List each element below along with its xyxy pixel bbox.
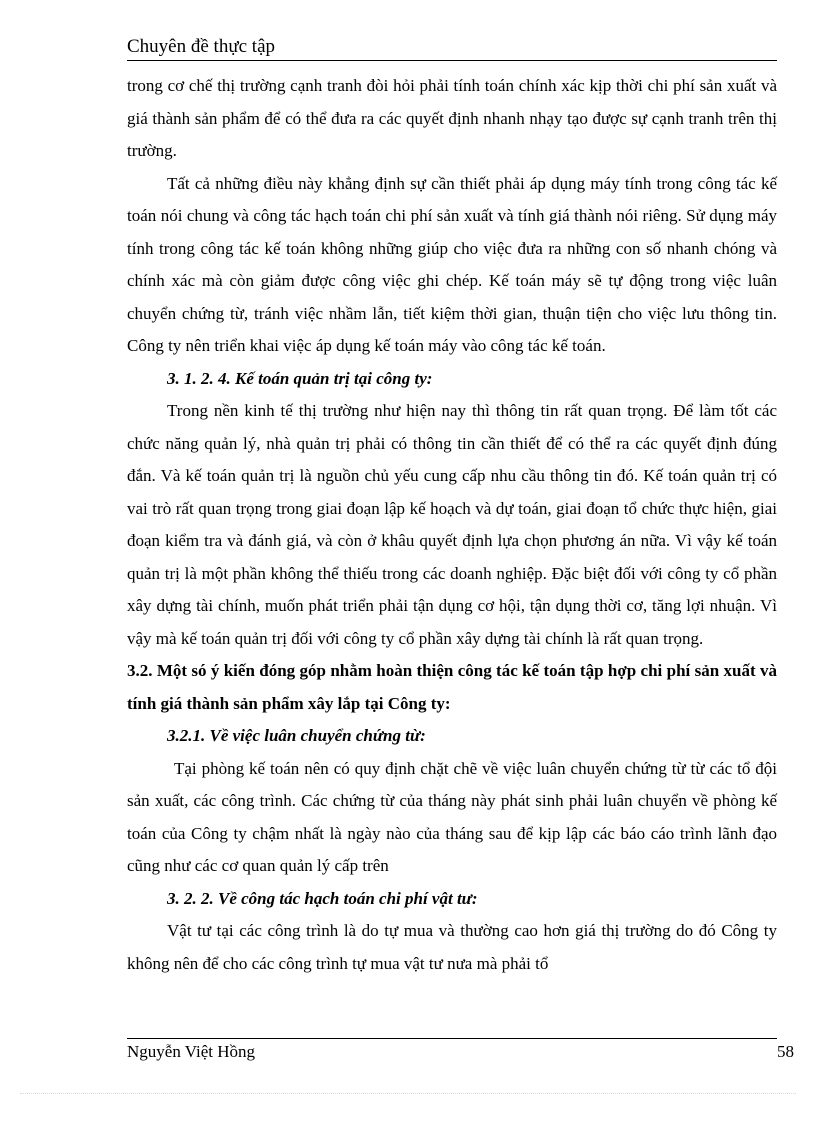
page-number: 58 [777,1042,794,1061]
paragraph-1: trong cơ chế thị trường cạnh tranh đòi hỏi phải tính toán chính xác kịp thời chi phí sản xuất và giá thành sản phẩm để có thể đưa ra các quyết định nhanh nhạy tạo được sự cạnh tranh trên thị trường. [127,76,777,160]
heading-3-1-2-4: 3. 1. 2. 4. Kế toán quản trị tại công ty: [167,368,433,388]
heading-3-2: 3.2. Một só ý kiến đóng góp nhằm hoàn thiện công tác kế toán tập hợp chi phí sản xuất và tính giá thành sản phẩm xây lắp tại Công ty: [127,661,777,713]
page-edge-dotted-line [20,1093,796,1094]
paragraph-4: Tại phòng kế toán nên có quy định chặt chẽ về việc luân chuyển chứng từ từ các tổ đội sản xuất, các công trình. Các chứng từ của tháng này phát sinh phải luân chuyển về phòng kế toán của Công ty chậm nhất là ngày nào của tháng sau để kịp lập các báo cáo trình lãnh đạo cũng như các cơ quan quản lý cấp trên [127,758,777,875]
heading-3-2-1: 3.2.1. Về việc luân chuyển chứng từ: [167,726,426,745]
paragraph-5: Vật tư tại các công trình là do tự mua và thường cao hơn giá thị trường do đó Công ty không nên để cho các công trình tự mua vật tư nưa mà phải tổ [127,921,777,973]
footer-divider [127,1038,777,1039]
document-body [127,70,777,980]
paragraph-3: Trong nền kinh tế thị trường như hiện nay thì thông tin rất quan trọng. Để làm tốt các chức năng quản lý, nhà quản trị phải có thông tin cần thiết để có thể ra các quyết định đúng đắn. Và kế toán quản trị là nguồn chủ yếu cung cấp nhu cầu thông tin đó. Kế toán quản trị có vai trò rất quan trọng trong giai đoạn lập kế hoạch và dự toán, giai đoạn tổ chức thực hiện, giai đoạn kiểm tra và đánh giá, và còn ở khâu quyết định lựa chọn phương án nữa. Vì vậy kế toán quản trị là một phần không thể thiếu trong các doanh nghiệp. Đặc biệt đối với công ty cổ phần xây dựng tài chính, muốn phát triển phải tận dụng cơ hội, tận dụng thời cơ, tăng lợi nhuận. Vì vậy mà kế toán quản trị đối với công ty cổ phần xây dựng tài chính là rất quan trọng. [127,401,777,648]
footer-author: Nguyễn Việt Hồng [127,1042,256,1061]
page-header-title: Chuyên đề thực tập [127,36,276,57]
header-divider [127,60,777,61]
paragraph-2: Tất cả những điều này khẳng định sự cần thiết phải áp dụng máy tính trong công tác kế toán nói chung và công tác hạch toán chi phí sản xuất và tính giá thành nói riêng. Sử dụng máy tính trong công tác kế toán không những giúp cho việc đưa ra những con số nhanh chóng và chính xác mà còn giảm được công việc ghi chép. Kế toán máy sẽ tự động trong việc luân chuyển chứng từ, tránh việc nhầm lẫn, tiết kiệm thời gian, thuận tiện cho việc lưu thông tin. Công ty nên triển khai việc áp dụng kế toán máy vào công tác kế toán. [127,173,777,355]
heading-3-2-2: 3. 2. 2. Về công tác hạch toán chi phí vật tư: [167,888,478,908]
